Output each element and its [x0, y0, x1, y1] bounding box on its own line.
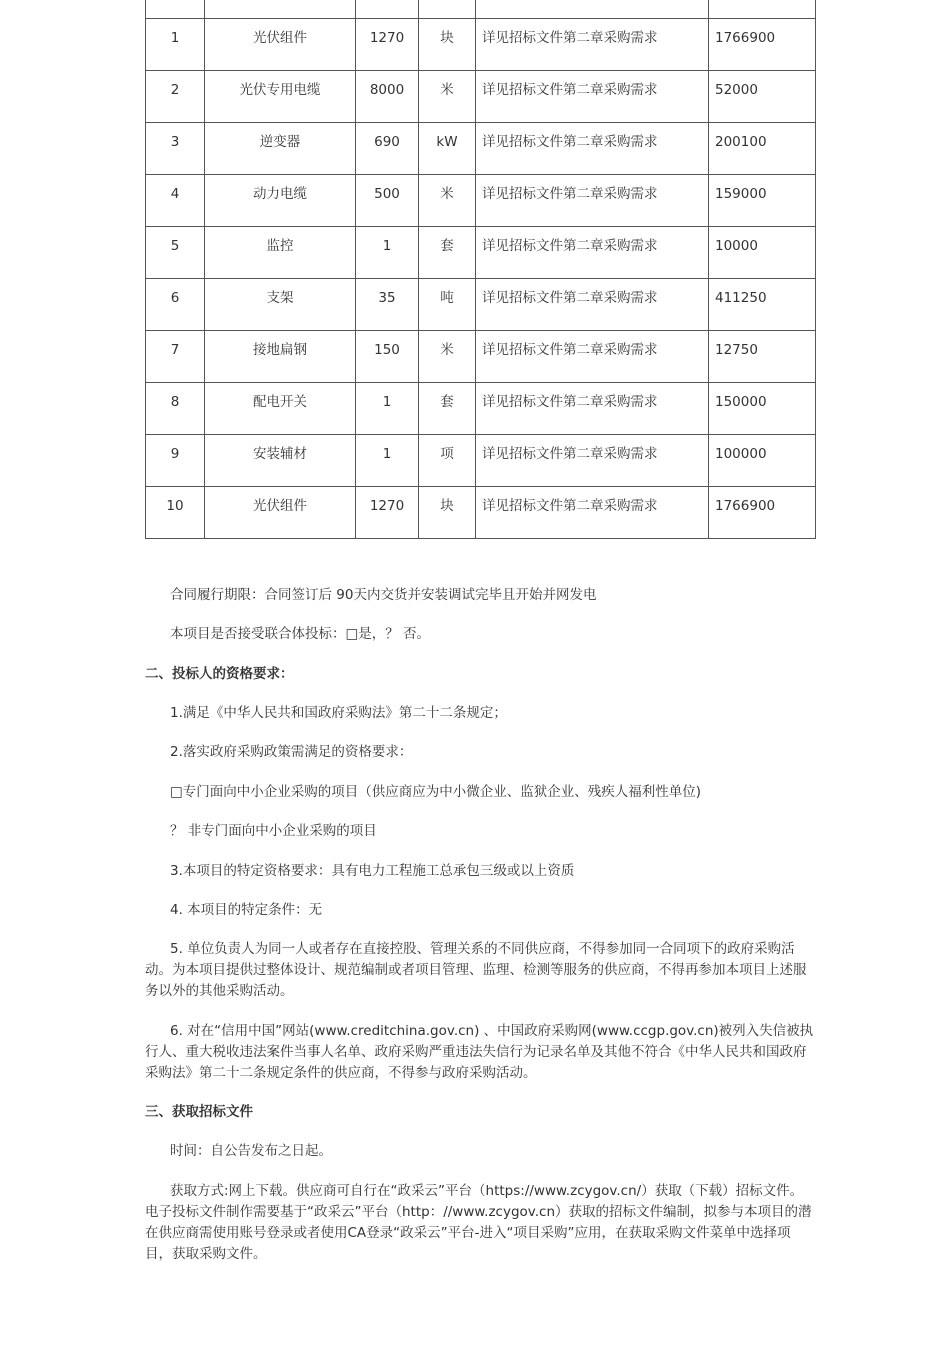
- item-name: 光伏组件: [205, 19, 356, 71]
- item-requirement: 详见招标文件第二章采购需求: [476, 383, 709, 435]
- item-requirement: 详见招标文件第二章采购需求: [476, 279, 709, 331]
- item-quantity: 690: [356, 123, 419, 175]
- row-number: 10: [146, 487, 205, 539]
- row-number: 4: [146, 175, 205, 227]
- item-unit: 米: [419, 331, 476, 383]
- table-row: [146, 19, 816, 71]
- item-quantity: 1: [356, 435, 419, 487]
- item-requirement: 详见招标文件第二章采购需求: [476, 123, 709, 175]
- acquisition-method: 获取方式:网上下载。供应商可自行在“政采云”平台（https://www.zcygov.cn/）获取（下载）招标文件。电子投标文件制作需要基于“政采云”平台（http：//www.zcygov.cn）获取的招标文件编制，拟参与本项目的潜在供应商需使用账号登录或者使用CA登录“政采云”平台-进入“项目采购”应用，在获取采购文件菜单中选择项目，获取采购文件。: [145, 1183, 812, 1262]
- item-requirement: 详见招标文件第二章采购需求: [476, 331, 709, 383]
- item-amount: 100000: [709, 435, 816, 487]
- item-amount: 200100: [709, 123, 816, 175]
- row-number: 7: [146, 331, 205, 383]
- item-amount: 1766900: [709, 487, 816, 539]
- item-name: 接地扁钢: [205, 331, 356, 383]
- qualification-5: 5. 单位负责人为同一人或者存在直接控股、管理关系的不同供应商，不得参加同一合同项下的政府采购活动。为本项目提供过整体设计、规范编制或者项目管理、监理、检测等服务的供应商，不得再参加本项目上述服务以外的其他采购活动。: [145, 941, 807, 999]
- row-number: 8: [146, 383, 205, 435]
- item-quantity: 500: [356, 175, 419, 227]
- qualification-2a: □专门面向中小企业采购的项目（供应商应为中小微企业、监狱企业、残疾人福利性单位): [170, 784, 702, 800]
- item-quantity: 1270: [356, 19, 419, 71]
- table-row: [146, 435, 816, 487]
- item-requirement: 详见招标文件第二章采购需求: [476, 487, 709, 539]
- table-row: [146, 331, 816, 383]
- item-name: 逆变器: [205, 123, 356, 175]
- table-row-stub: [146, 0, 816, 19]
- item-requirement: 详见招标文件第二章采购需求: [476, 175, 709, 227]
- item-name: 光伏组件: [205, 487, 356, 539]
- stub-cell: [356, 0, 419, 19]
- item-quantity: 35: [356, 279, 419, 331]
- section-2-heading: 二、投标人的资格要求：: [145, 666, 294, 682]
- row-number: 9: [146, 435, 205, 487]
- qualification-3: 3.本项目的特定资格要求：具有电力工程施工总承包三级或以上资质: [170, 863, 575, 879]
- procurement-items-table: [145, 0, 816, 539]
- item-unit: 套: [419, 227, 476, 279]
- stub-cell: [205, 0, 356, 19]
- qualification-2: 2.落实政府采购政策需满足的资格要求：: [170, 744, 413, 760]
- item-unit: 块: [419, 487, 476, 539]
- item-requirement: 详见招标文件第二章采购需求: [476, 227, 709, 279]
- qualification-4: 4. 本项目的特定条件：无: [170, 902, 323, 918]
- item-quantity: 8000: [356, 71, 419, 123]
- item-unit: kW: [419, 123, 476, 175]
- item-requirement: 详见招标文件第二章采购需求: [476, 19, 709, 71]
- item-name: 动力电缆: [205, 175, 356, 227]
- item-unit: 米: [419, 175, 476, 227]
- stub-cell: [476, 0, 709, 19]
- item-unit: 吨: [419, 279, 476, 331]
- contract-period: 合同履行期限：合同签订后 90天内交货并安装调试完毕且开始并网发电: [170, 587, 597, 603]
- procurement-items-body: [146, 0, 816, 539]
- item-quantity: 150: [356, 331, 419, 383]
- row-number: 2: [146, 71, 205, 123]
- table-row: [146, 279, 816, 331]
- row-number: 1: [146, 19, 205, 71]
- item-requirement: 详见招标文件第二章采购需求: [476, 71, 709, 123]
- table-row: [146, 123, 816, 175]
- item-amount: 150000: [709, 383, 816, 435]
- item-amount: 411250: [709, 279, 816, 331]
- stub-cell: [709, 0, 816, 19]
- item-unit: 米: [419, 71, 476, 123]
- table-row: [146, 383, 816, 435]
- qualification-2b: ？ 非专门面向中小企业采购的项目: [170, 823, 377, 839]
- item-quantity: 1: [356, 383, 419, 435]
- table-row: [146, 71, 816, 123]
- consortium-statement: 本项目是否接受联合体投标：□是，？ 否。: [170, 626, 431, 642]
- table-row: [146, 175, 816, 227]
- stub-cell: [419, 0, 476, 19]
- item-requirement: 详见招标文件第二章采购需求: [476, 435, 709, 487]
- item-unit: 块: [419, 19, 476, 71]
- item-unit: 项: [419, 435, 476, 487]
- qualification-1: 1.满足《中华人民共和国政府采购法》第二十二条规定；: [170, 705, 507, 721]
- item-quantity: 1270: [356, 487, 419, 539]
- row-number: 6: [146, 279, 205, 331]
- item-quantity: 1: [356, 227, 419, 279]
- section-3-heading: 三、获取招标文件: [145, 1104, 253, 1120]
- table-row: [146, 227, 816, 279]
- item-amount: 159000: [709, 175, 816, 227]
- item-name: 光伏专用电缆: [205, 71, 356, 123]
- qualification-6: 6. 对在“信用中国”网站(www.creditchina.gov.cn) 、中国政府采购网(www.ccgp.gov.cn)被列入失信被执行人、重大税收违法案件当事人名单、政府采购严重违法失信行为记录名单及其他不符合《中华人民共和国政府采购法》第二十二条规定条件的供应商，不得参与政府采购活动。: [145, 1023, 814, 1081]
- stub-cell: [146, 0, 205, 19]
- item-name: 支架: [205, 279, 356, 331]
- item-name: 安装辅材: [205, 435, 356, 487]
- item-name: 监控: [205, 227, 356, 279]
- row-number: 3: [146, 123, 205, 175]
- document-page: [145, 0, 815, 1262]
- acquisition-time: 时间：自公告发布之日起。: [170, 1143, 332, 1159]
- item-amount: 12750: [709, 331, 816, 383]
- item-name: 配电开关: [205, 383, 356, 435]
- table-row: [146, 487, 816, 539]
- item-amount: 1766900: [709, 19, 816, 71]
- item-amount: 10000: [709, 227, 816, 279]
- row-number: 5: [146, 227, 205, 279]
- item-unit: 套: [419, 383, 476, 435]
- item-amount: 52000: [709, 71, 816, 123]
